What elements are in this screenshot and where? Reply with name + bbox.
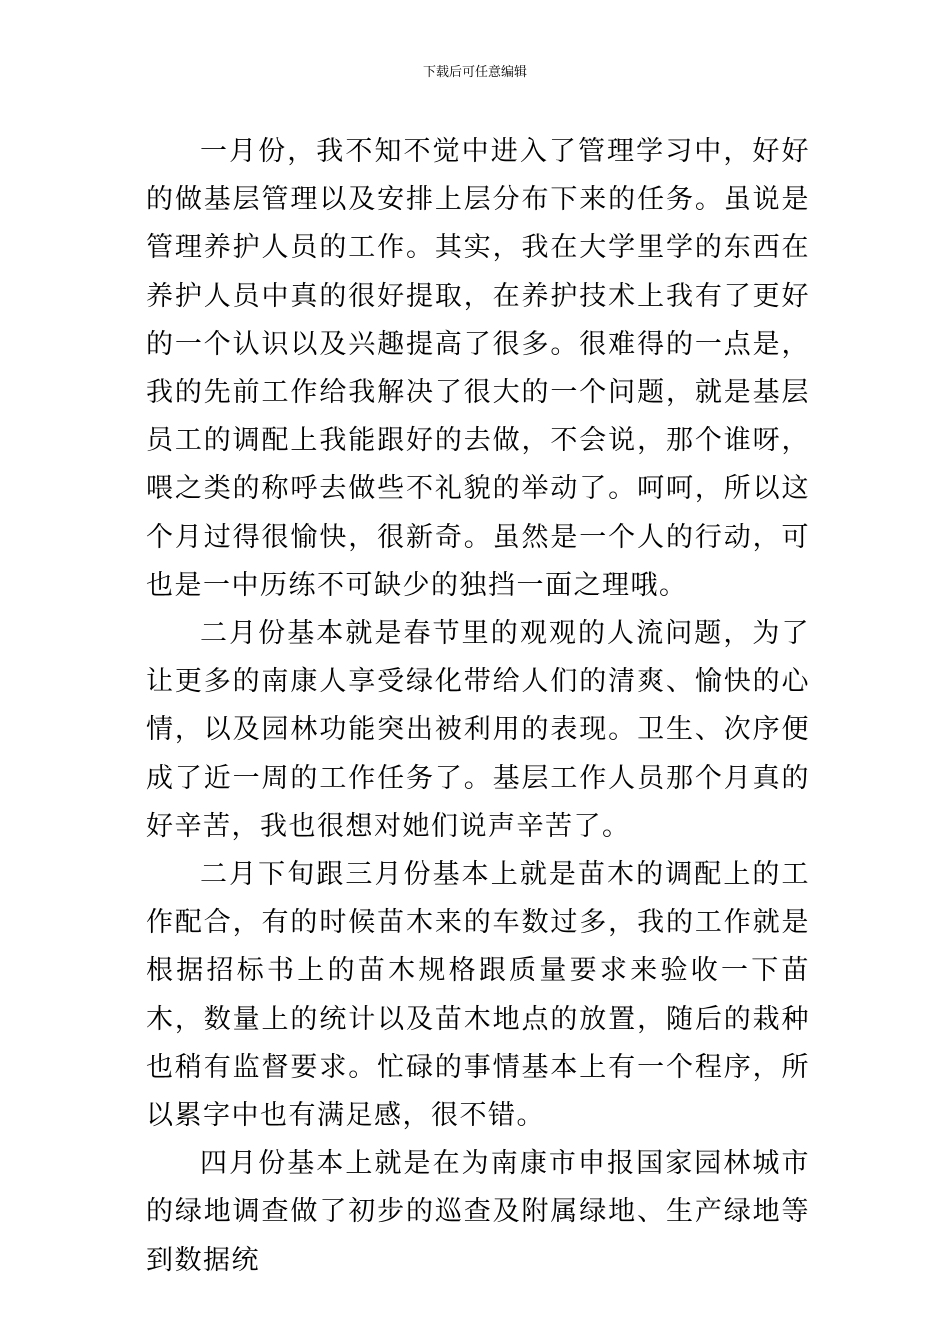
paragraph-january: 一月份，我不知不觉中进入了管理学习中，好好的做基层管理以及安排上层分布下来的任务。虽说是管理养护人员的工作。其实，我在大学里学的东西在养护人员中真的很好提取，在养护技术上我有了更好的一个认识以及兴趣提高了很多。很难得的一点是，我的先前工作给我解决了很大的一个问题，就是基层员工的调配上我能跟好的去做，不会说，那个谁呀，喂之类的称呼去做些不礼貌的举动了。呵呵，所以这个月过得很愉快，很新奇。虽然是一个人的行动，可也是一中历练不可缺少的独挡一面之理哦。 [146, 136, 810, 601]
header-note: 下载后可任意编辑 [422, 65, 527, 80]
paragraph-april: 四月份基本上就是在为南康市申报国家园林城市的绿地调查做了初步的巡查及附属绿地、生产绿地等到数据统 [146, 1148, 810, 1276]
paragraph-february-march: 二月下旬跟三月份基本上就是苗木的调配上的工作配合，有的时候苗木来的车数过多，我的工作就是根据招标书上的苗木规格跟质量要求来验收一下苗木，数量上的统计以及苗木地点的放置，随后的栽种也稍有监督要求。忙碌的事情基本上有一个程序，所以累字中也有满足感，很不错。 [146, 859, 810, 1132]
paragraph-february: 二月份基本就是春节里的观观的人流问题，为了让更多的南康人享受绿化带给人们的清爽、愉快的心情，以及园林功能突出被利用的表现。卫生、次序便成了近一周的工作任务了。基层工作人员那个月真的好辛苦，我也很想对她们说声辛苦了。 [146, 618, 810, 842]
document-body [146, 128, 810, 1285]
